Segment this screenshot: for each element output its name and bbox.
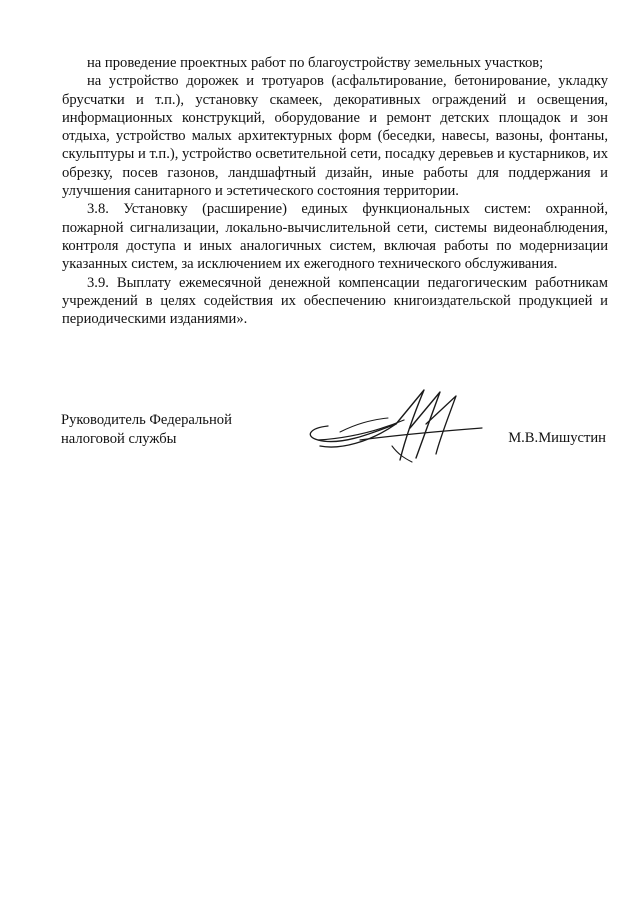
- signer-name: М.В.Мишустин: [508, 430, 606, 446]
- signer-title-line-1: Руководитель Федеральной: [61, 412, 232, 428]
- paragraph-3-9: 3.9. Выплату ежемесячной денежной компенсации педагогическим работникам учреждений в целях содействия их обеспечению книгоиздательской продукцией и периодическими изданиями».: [62, 274, 608, 328]
- paragraph-design-works: на проведение проектных работ по благоустройству земельных участков;: [87, 55, 544, 71]
- handwritten-signature: [300, 384, 490, 474]
- paragraph-landscaping: на устройство дорожек и тротуаров (асфальтирование, бетонирование, укладку брусчатки и т.п.), установку скамеек, декоративных ограждений и освещения, информационных конструкций, оборудование и ремонт детских площадок и зон отдыха, устройство малых архитектурных форм (беседки, навесы, вазоны, фонтаны, скульптуры и т.п.), устройство осветительной сети, посадку деревьев и кустарников, их обрезку, посев газонов, ландшафтный дизайн, иные работы для поддержания и улучшения санитарного и эстетического состояния территории.: [62, 73, 609, 200]
- signer-title: [61, 411, 232, 449]
- paragraph-3-8: 3.8. Установку (расширение) единых функциональных систем: охранной, пожарной сигнализации, локально-вычислительной сети, системы видеонаблюдения, контроля доступа и иных аналогичных систем, включая работы по модернизации указанных систем, за исключением их ежегодного технического обслуживания.: [62, 201, 608, 273]
- signer-title-line-2: налоговой службы: [61, 431, 177, 447]
